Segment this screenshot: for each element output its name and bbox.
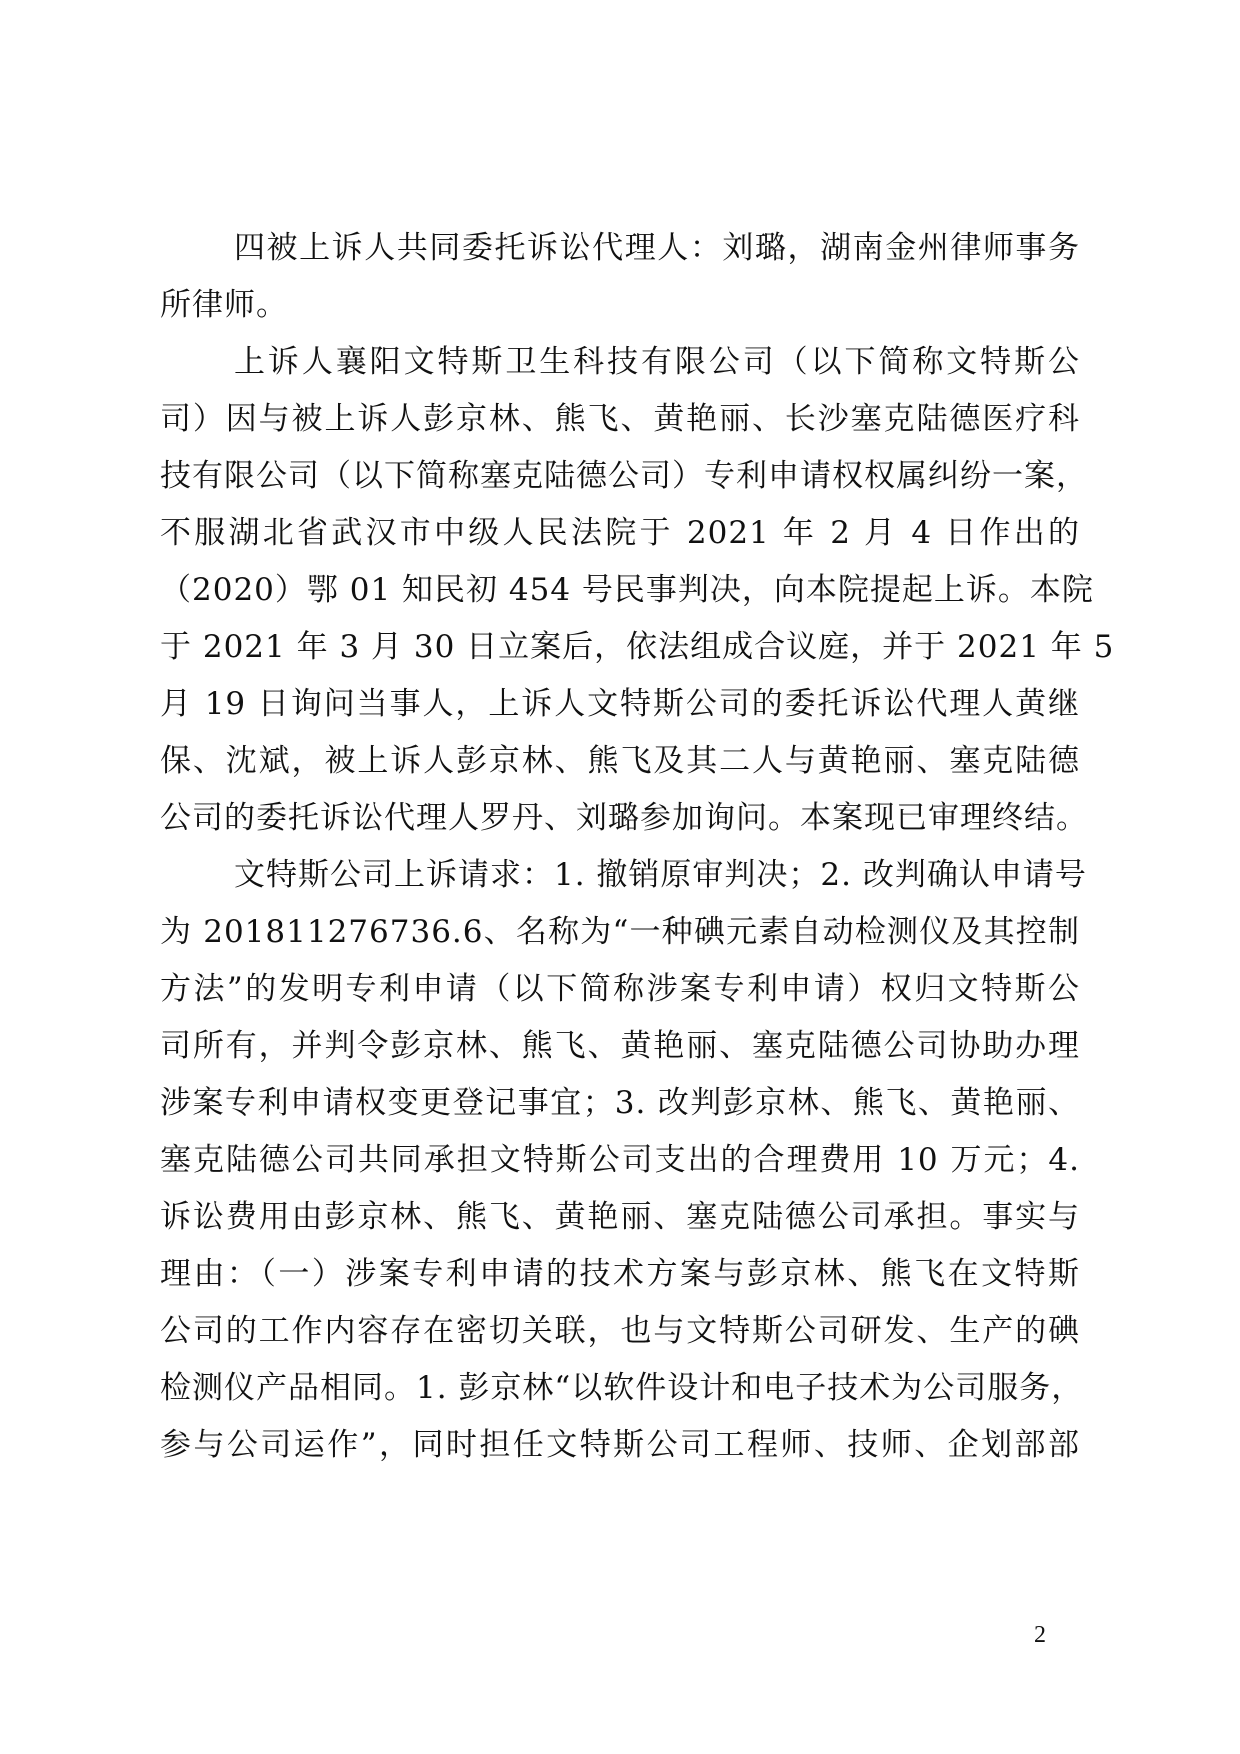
text-line: 文特斯公司上诉请求：1. 撤销原审判决；2. 改判确认申请号 [234,857,1087,893]
text-line: 所律师。 [160,287,288,323]
text-line: 公司的委托诉讼代理人罗丹、刘璐参加询问。本案现已审理终结。 [160,800,1088,836]
text-line: 参与公司运作”，同时担任文特斯公司工程师、技师、企划部部 [160,1427,1080,1463]
text-line: 司）因与被上诉人彭京林、熊飞、黄艳丽、长沙塞克陆德医疗科 [160,401,1080,437]
text-line: 方法”的发明专利申请（以下简称涉案专利申请）权归文特斯公 [160,971,1080,1007]
text-line: 上诉人襄阳文特斯卫生科技有限公司（以下简称文特斯公 [234,344,1080,380]
text-line: 公司的工作内容存在密切关联，也与文特斯公司研发、生产的碘 [160,1313,1080,1349]
text-line: 塞克陆德公司共同承担文特斯公司支出的合理费用 10 万元；4. [160,1142,1080,1178]
text-line: 为 201811276736.6、名称为“一种碘元素自动检测仪及其控制 [160,914,1080,950]
text-line: 司所有，并判令彭京林、熊飞、黄艳丽、塞克陆德公司协助办理 [160,1028,1080,1064]
text-line: 月 19 日询问当事人，上诉人文特斯公司的委托诉讼代理人黄继 [160,686,1080,722]
text-line: （2020）鄂 01 知民初 454 号民事判决，向本院提起上诉。本院 [160,572,1094,608]
text-line: 保、沈斌，被上诉人彭京林、熊飞及其二人与黄艳丽、塞克陆德 [160,743,1080,779]
text-line: 诉讼费用由彭京林、熊飞、黄艳丽、塞克陆德公司承担。事实与 [160,1199,1080,1235]
page-number: 2 [1034,1622,1046,1648]
text-line: 理由：（一）涉案专利申请的技术方案与彭京林、熊飞在文特斯 [160,1256,1080,1292]
text-line: 技有限公司（以下简称塞克陆德公司）专利申请权权属纠纷一案， [160,458,1088,494]
text-line: 涉案专利申请权变更登记事宜；3. 改判彭京林、熊飞、黄艳丽、 [160,1085,1080,1121]
text-line: 检测仪产品相同。1. 彭京林“以软件设计和电子技术为公司服务， [160,1370,1084,1406]
document-body [160,220,1115,1474]
text-line: 于 2021 年 3 月 30 日立案后，依法组成合议庭，并于 2021 年 5 [160,629,1115,665]
text-line: 四被上诉人共同委托诉讼代理人：刘璐，湖南金州律师事务 [234,230,1080,266]
text-line: 不服湖北省武汉市中级人民法院于 2021 年 2 月 4 日作出的 [160,515,1080,551]
